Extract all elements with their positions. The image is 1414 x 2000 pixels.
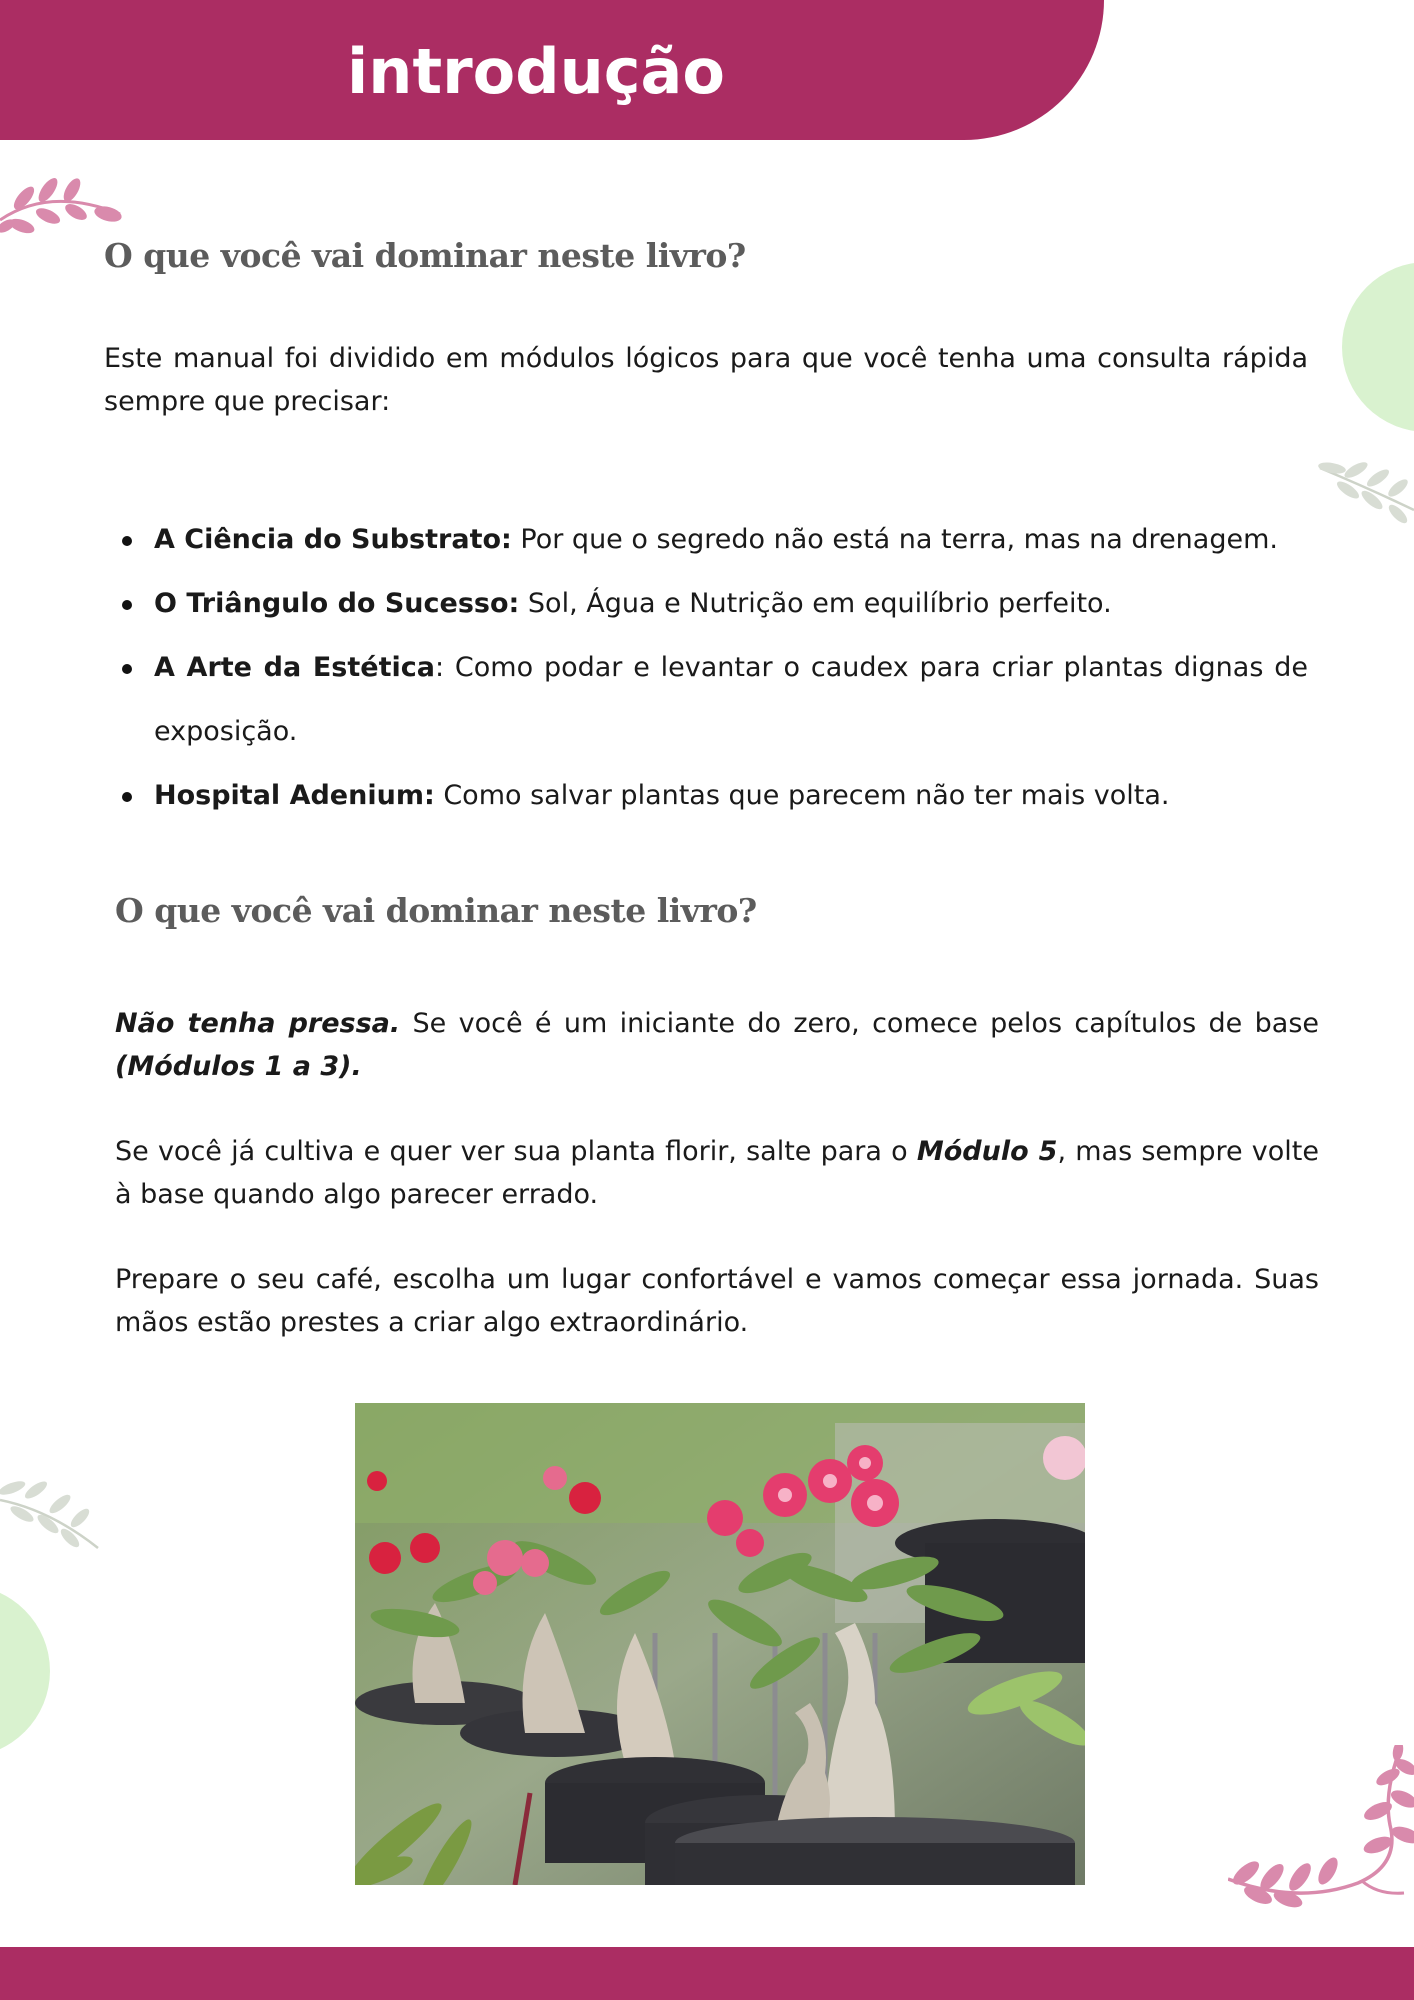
- module-list: [104, 508, 1308, 828]
- bullet-text: Sol, Água e Nutrição em equilíbrio perfeito.: [519, 588, 1112, 619]
- bullet-title: Hospital Adenium:: [154, 780, 435, 811]
- emphasis-text: Módulo 5: [916, 1136, 1058, 1167]
- emphasis-text: Não tenha pressa.: [115, 1008, 401, 1039]
- emphasis-text: (Módulos 1 a 3).: [115, 1051, 362, 1082]
- list-item: [104, 636, 1308, 764]
- bullet-title: A Arte da Estética: [154, 652, 435, 683]
- body-text: Se você é um iniciante do zero, comece pelos capítulos de base: [400, 1008, 1319, 1039]
- mint-circle-decoration: [0, 1585, 50, 1757]
- advice-paragraph: [115, 1002, 1319, 1088]
- gray-leaf-sprig-icon: [0, 1470, 100, 1550]
- section-heading-2: O que você vai dominar neste livro?: [115, 891, 757, 930]
- bullet-text: : Como podar e levantar o caudex para criar plantas dignas de exposição.: [154, 652, 1308, 747]
- bullet-title: O Triângulo do Sucesso:: [154, 588, 520, 619]
- section-heading-1: O que você vai dominar neste livro?: [104, 236, 746, 275]
- pink-branch-icon: [1228, 1745, 1414, 1925]
- desert-rose-photo: [355, 1403, 1085, 1885]
- page-title: introdução: [347, 35, 725, 108]
- body-text: Se você já cultiva e quer ver sua planta florir, salte para o: [115, 1136, 917, 1167]
- advice-paragraph: [115, 1130, 1319, 1216]
- closing-paragraph: Prepare o seu café, escolha um lugar confortável e vamos começar essa jornada. Suas mãos estão prestes a criar algo extraordinário.: [115, 1264, 1319, 1338]
- gray-leaf-sprig-icon: [1318, 458, 1414, 528]
- bullet-title: A Ciência do Substrato:: [154, 524, 512, 555]
- intro-paragraph: Este manual foi dividido em módulos lógicos para que você tenha uma consulta rápida sempre que precisar:: [104, 343, 1308, 417]
- bullet-text: Por que o segredo não está na terra, mas na drenagem.: [511, 524, 1278, 555]
- bullet-text: Como salvar plantas que parecem não ter mais volta.: [434, 780, 1170, 811]
- mint-circle-decoration: [1342, 262, 1414, 432]
- list-item: [104, 572, 1308, 636]
- pink-leaf-sprig-icon: [0, 168, 126, 238]
- footer-band: [0, 1947, 1414, 2000]
- list-item: [104, 508, 1308, 572]
- body-text: , mas sempre volte à base quando algo parecer errado.: [115, 1136, 1319, 1210]
- list-item: [104, 764, 1308, 828]
